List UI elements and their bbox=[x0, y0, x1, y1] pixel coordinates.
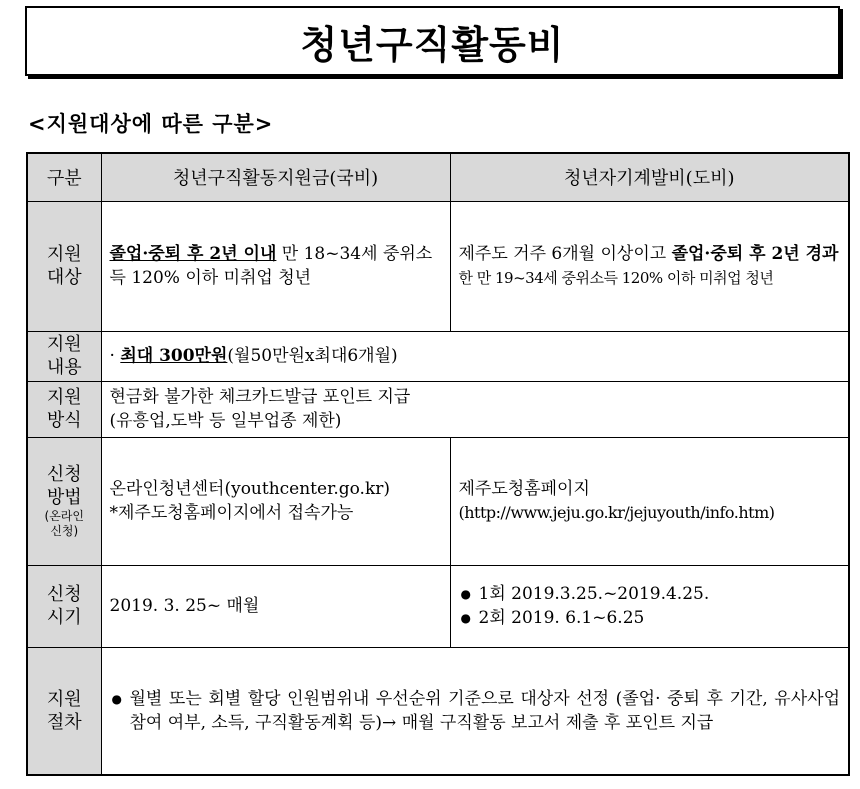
application-provincial bbox=[450, 437, 849, 565]
eligibility-national-rest: 만 18~34세 중위소득 120% 이하 미취업 청년 bbox=[109, 244, 433, 288]
row-period bbox=[27, 565, 849, 647]
content-amount-bold: 최대 300만원 bbox=[120, 346, 228, 366]
header-national: 청년구직활동지원금(국비) bbox=[101, 153, 450, 201]
row-content bbox=[27, 331, 849, 381]
content-bullet: · bbox=[109, 346, 121, 366]
header-category: 구분 bbox=[27, 153, 101, 201]
period-provincial bbox=[450, 565, 849, 647]
label-eligibility: 지원 대상 bbox=[27, 201, 101, 331]
eligibility-national bbox=[101, 201, 450, 331]
label-method: 지원 방식 bbox=[27, 381, 101, 437]
method-line-2: (유흥업,도박 등 일부업종 제한) bbox=[109, 411, 342, 431]
label-period: 신청 시기 bbox=[27, 565, 101, 647]
period-national: 2019. 3. 25~ 매월 bbox=[101, 565, 450, 647]
row-method bbox=[27, 381, 849, 437]
content-amount-rest: (월50만원x최대6개월) bbox=[227, 346, 398, 366]
application-provincial-line-2: (http://www.jeju.go.kr/jejuyouth/info.htm) bbox=[458, 503, 775, 522]
application-provincial-line-1: 제주도청홈페이지 bbox=[458, 479, 590, 499]
section-subtitle: <지원대상에 따른 구분> bbox=[28, 112, 274, 136]
label-content: 지원 내용 bbox=[27, 331, 101, 381]
list-item: ● 월별 또는 회별 할당 인원범위내 우선순위 기준으로 대상자 선정 (졸업· 중퇴 후 기간, 유사사업 참여 여부, 소득, 구직활동계획 등)→ 매월 구직활동 보고서 제출 후 포인트 지급 bbox=[130, 687, 841, 735]
eligibility-provincial-rest: 한 만 19~34세 중위소득 120% 이하 미취업 청년 bbox=[458, 269, 774, 287]
list-item: ● 2회 2019. 6.1~6.25 bbox=[479, 606, 841, 630]
table-header-row bbox=[27, 153, 849, 201]
eligibility-provincial bbox=[450, 201, 849, 331]
period-provincial-list bbox=[459, 582, 841, 630]
label-procedure: 지원 절차 bbox=[27, 647, 101, 775]
eligibility-provincial-pre: 제주도 거주 6개월 이상이고 bbox=[458, 244, 672, 264]
row-procedure bbox=[27, 647, 849, 775]
list-item: ● 1회 2019.3.25.~2019.4.25. bbox=[479, 582, 841, 606]
procedure-list bbox=[110, 687, 841, 735]
row-application bbox=[27, 437, 849, 565]
content-value bbox=[101, 331, 849, 381]
label-application bbox=[27, 437, 101, 565]
eligibility-provincial-bold: 졸업·중퇴 후 2년 경과 bbox=[671, 244, 839, 264]
page-title: 청년구직활동비 bbox=[25, 6, 840, 76]
row-eligibility bbox=[27, 201, 849, 331]
label-application-small: (온라인 신청) bbox=[44, 509, 84, 538]
application-national-line-2: *제주도청홈페이지에서 접속가능 bbox=[109, 503, 354, 523]
label-application-main: 신청 방법 bbox=[46, 464, 82, 508]
procedure-value bbox=[101, 647, 849, 775]
method-line-1: 현금화 불가한 체크카드발급 포인트 지급 bbox=[109, 387, 411, 407]
method-value bbox=[101, 381, 849, 437]
support-table bbox=[26, 152, 850, 776]
application-national bbox=[101, 437, 450, 565]
header-provincial: 청년자기계발비(도비) bbox=[450, 153, 849, 201]
eligibility-national-bold: 졸업·중퇴 후 2년 이내 bbox=[109, 244, 277, 264]
application-national-line-1: 온라인청년센터(youthcenter.go.kr) bbox=[109, 479, 391, 499]
